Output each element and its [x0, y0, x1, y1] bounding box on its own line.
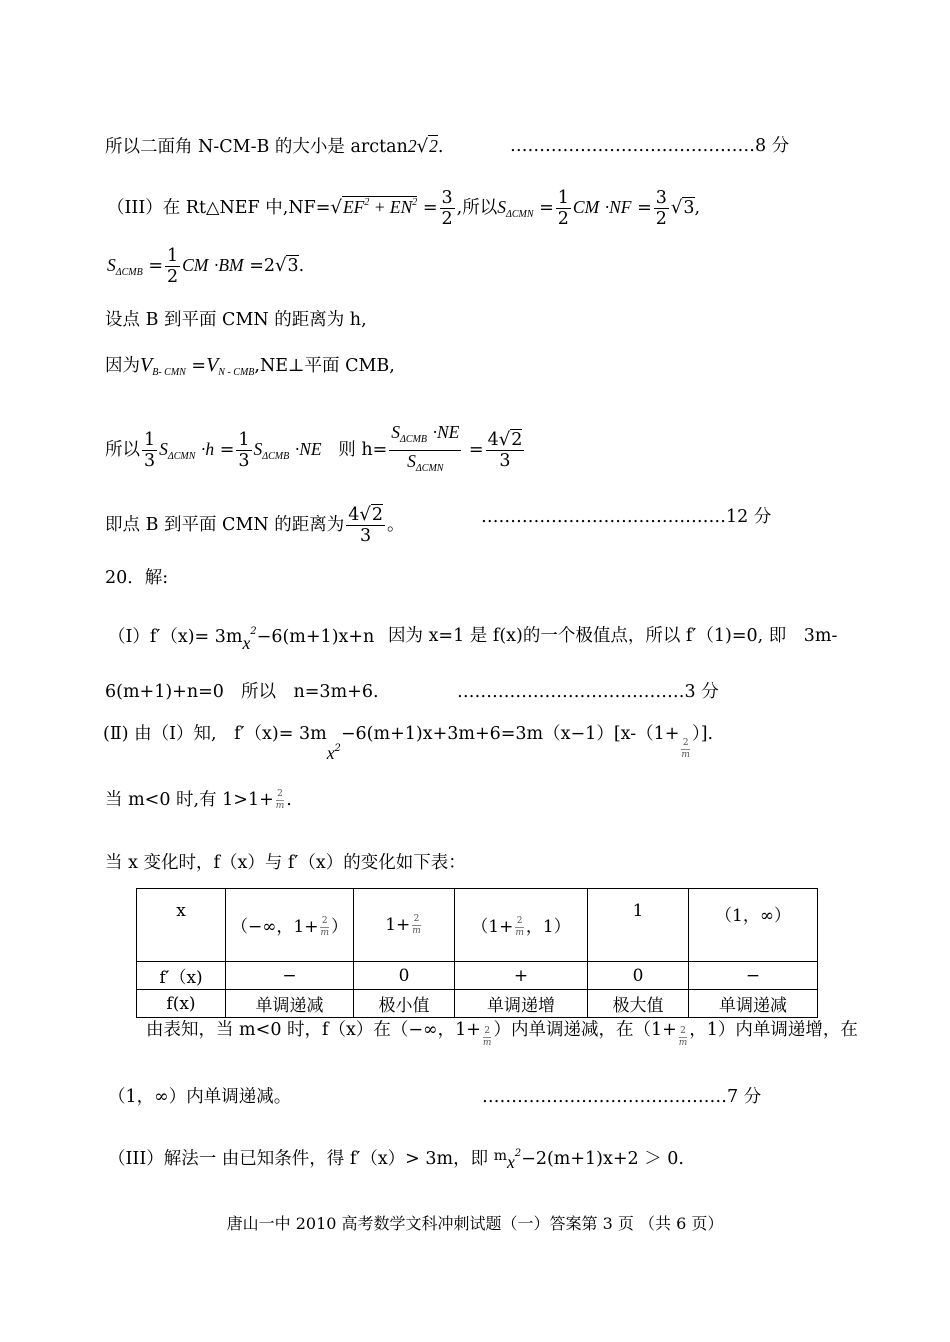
math-eq: = — [249, 256, 264, 276]
frac-den: m — [482, 1038, 492, 1048]
frac-den: 2 — [441, 209, 453, 229]
sqrt-sign: √ — [416, 136, 429, 157]
sqrt-sign: √ — [275, 255, 287, 276]
frac-num: 1 — [144, 430, 156, 450]
math-var: V — [206, 354, 219, 376]
math-eq: = — [468, 440, 484, 460]
text-line-9 — [108, 620, 374, 655]
math-var: S — [407, 451, 416, 471]
dots: ………………………………… — [457, 682, 685, 702]
text-line-13: 当 x 变化时，f（x）与 f′（x）的变化如下表： — [105, 853, 466, 873]
cell-text: ） — [331, 916, 348, 937]
dots: …………………………………… — [482, 1087, 727, 1107]
line-text: 因为 — [105, 356, 140, 376]
frac-num: 2 — [680, 1026, 686, 1036]
math-sub: ΔCMB — [262, 451, 290, 462]
text-line-3 — [107, 246, 304, 287]
math-exp: 2 — [364, 197, 370, 208]
table-cell: f(x) — [137, 990, 226, 1018]
frac-den: 3 — [144, 451, 156, 471]
math-var: x — [242, 633, 251, 653]
text-line-2 — [107, 188, 700, 229]
math-coef: 2 — [263, 256, 275, 276]
frac-den: m — [681, 750, 690, 760]
line-text: （I）f′（x)= 3m — [108, 627, 243, 647]
line-text: ）内单调递减，在（1+ — [493, 1020, 677, 1040]
fraction — [556, 188, 571, 229]
table-cell: − — [689, 962, 818, 990]
sqrt-radicand: 2 — [371, 505, 383, 525]
frac-num: 3 — [441, 188, 453, 208]
frac-num: 2 — [413, 913, 420, 924]
table-row — [137, 990, 818, 1018]
math-var: S — [253, 439, 263, 459]
page-footer: 唐山一中 2010 高考数学文科冲刺试题（一）答案第 3 页 （共 6 页） — [226, 1214, 724, 1233]
table-cell: 单调递减 — [689, 990, 818, 1018]
score-line-4 — [482, 1085, 761, 1109]
score-line-1 — [510, 134, 789, 158]
fraction — [236, 430, 251, 471]
line-text: . — [286, 790, 292, 810]
line-text: 由表知，当 m<0 时，f（x）在（−∞，1+ — [146, 1020, 481, 1040]
math-var: x — [507, 1152, 515, 1172]
line-text: −2(m+1)x+2 ＞ 0. — [521, 1149, 684, 1169]
table-cell: 极小值 — [354, 990, 455, 1018]
small-fraction — [412, 914, 421, 937]
frac-num: 1 — [557, 188, 569, 208]
line-end: . — [298, 256, 305, 276]
sqrt-sign: √ — [670, 197, 683, 218]
score-text: 8 分 — [755, 136, 790, 156]
text-line-12 — [105, 788, 292, 812]
table-row — [137, 889, 818, 962]
table-cell: （1，∞） — [689, 889, 818, 962]
sqrt-expression — [342, 196, 417, 217]
math-eq: = — [148, 256, 163, 276]
math-sub: ΔCMN — [415, 463, 444, 474]
text-line-14 — [146, 1018, 858, 1049]
table-cell: 0 — [588, 962, 689, 990]
text-line-6 — [105, 422, 526, 479]
score-line-2 — [481, 505, 771, 529]
math-var: EN — [389, 197, 413, 217]
cell-text: （−∞，1+ — [230, 916, 319, 937]
math-sub: ΔCMN — [505, 209, 534, 220]
math-var: ·BM — [213, 255, 244, 275]
frac-den: m — [678, 1038, 688, 1048]
table-cell — [226, 889, 354, 962]
cell-text: ，1） — [525, 916, 571, 937]
line-text: 则 h= — [338, 440, 388, 460]
frac-num: 3 — [655, 188, 667, 208]
frac-den: 2 — [166, 267, 179, 287]
cell-text: （1+ — [471, 916, 514, 937]
frac-den: 3 — [360, 526, 372, 546]
math-var: ·NF — [604, 197, 632, 217]
table-cell: 0 — [354, 962, 455, 990]
frac-num: 2 — [277, 789, 283, 799]
text-line-10: 6(m+1)+n=0 — [105, 682, 224, 702]
fraction — [389, 422, 461, 479]
math-sub: ΔCMN — [167, 451, 196, 462]
math-eq: = — [191, 356, 207, 376]
small-fraction — [681, 738, 690, 761]
dots: …………………………………… — [510, 136, 755, 156]
line-text: ，1）内单调递增，在 — [689, 1020, 858, 1040]
line-text: （III）解法一 由已知条件，得 f′（x）> 3m，即 — [108, 1149, 489, 1169]
line-text: ,NE⊥平面 CMB, — [254, 356, 395, 376]
score-text: 3 分 — [684, 682, 719, 702]
fraction — [346, 505, 385, 546]
line-text: （III）在 Rt△NEF 中,NF= — [107, 198, 331, 218]
text-line-15: （1，∞）内单调递减。 — [108, 1087, 292, 1107]
math-exp: 2 — [250, 626, 257, 637]
small-fraction — [276, 789, 285, 812]
math-eq: = — [637, 198, 652, 218]
frac-num — [389, 422, 461, 451]
sqrt-radicand: 2 — [511, 430, 523, 450]
math-eq: = — [539, 198, 554, 218]
text-line-1 — [105, 134, 443, 159]
frac-den: 2 — [655, 209, 667, 229]
small-fraction — [515, 916, 524, 939]
fraction — [165, 246, 180, 287]
score-line-3 — [457, 680, 719, 704]
math-coef: 4 — [487, 430, 499, 450]
table-cell — [455, 889, 588, 962]
math-sub: N - CMB — [218, 367, 255, 378]
frac-den: 3 — [238, 451, 250, 471]
frac-num: 2 — [682, 738, 689, 748]
frac-num: 1 — [166, 246, 179, 266]
frac-den: m — [275, 801, 285, 811]
frac-num: 2 — [321, 915, 328, 926]
sqrt-sign: √ — [330, 197, 342, 218]
variation-table — [136, 888, 818, 1018]
dots: …………………………………… — [481, 507, 726, 527]
math-sub: ΔCMB — [115, 267, 143, 278]
small-fraction — [679, 1026, 688, 1049]
fraction — [486, 430, 525, 471]
text-line-5 — [105, 353, 395, 385]
table-cell: + — [455, 962, 588, 990]
math-var: ·h — [201, 439, 215, 459]
sqrt-sign: √ — [498, 429, 511, 450]
line-text: 即点 B 到平面 CMN 的距离为 — [105, 515, 345, 535]
math-var: CM — [182, 255, 209, 275]
text-line-11 — [103, 722, 713, 765]
line-text: −6(m+1)x+n — [256, 627, 375, 647]
frac-num: 2 — [484, 1026, 491, 1036]
math-var: EF — [342, 197, 365, 217]
score-text: 7 分 — [727, 1087, 762, 1107]
math-var: S — [107, 255, 116, 275]
fraction — [654, 188, 669, 229]
line-text: 。 — [387, 515, 405, 535]
table-row — [137, 962, 818, 990]
math-var: ·NE — [432, 422, 460, 442]
math-exp: 2 — [334, 743, 341, 754]
small-fraction — [320, 916, 329, 939]
line-text: ,所以 — [456, 198, 498, 218]
table-cell: 单调递减 — [226, 990, 354, 1018]
table-cell: x — [137, 889, 226, 962]
table-cell: f′（x) — [137, 962, 226, 990]
frac-den: m — [320, 927, 329, 938]
fraction — [142, 430, 157, 471]
frac-num: 1 — [238, 430, 250, 450]
math-var: CM — [572, 197, 600, 217]
line-text: 当 m<0 时,有 1>1+ — [105, 790, 274, 810]
sqrt-radicand: 3 — [683, 198, 695, 218]
math-var: S — [391, 422, 401, 442]
math-var: x — [326, 743, 335, 763]
math-sub: ΔCMB — [400, 434, 428, 445]
table-cell: − — [226, 962, 354, 990]
math-eq: = — [422, 198, 438, 218]
frac-den: m — [412, 925, 421, 936]
text-line-16 — [108, 1142, 684, 1174]
line-text: 所以 — [105, 440, 140, 460]
table-cell: 极大值 — [588, 990, 689, 1018]
text-line-4: 设点 B 到平面 CMN 的距离为 h, — [105, 310, 367, 330]
table-cell: 1 — [588, 889, 689, 962]
math-exp: 2 — [514, 1148, 522, 1159]
score-text: 12 分 — [726, 507, 772, 527]
question-number: 20．解: — [105, 568, 169, 588]
fraction — [440, 188, 455, 229]
math-var: V — [140, 354, 153, 376]
table-cell: 单调递增 — [455, 990, 588, 1018]
frac-num: 2 — [516, 915, 523, 926]
frac-num — [486, 430, 525, 451]
math-sub: B- CMN — [152, 367, 186, 378]
cell-text: 1+ — [385, 914, 411, 935]
math-coef: 4 — [348, 505, 360, 525]
math-var: ·NE — [294, 439, 322, 459]
line-end: , — [694, 198, 701, 218]
math-var: S — [497, 197, 506, 217]
line-end: . — [437, 137, 444, 157]
math-var: m — [493, 1148, 507, 1164]
frac-den — [389, 451, 461, 479]
text-line-10b: 所以 n=3m+6. — [241, 682, 379, 702]
table-cell — [354, 889, 455, 962]
sqrt-radicand: 3 — [287, 256, 299, 276]
line-text: (Ⅱ) 由（I）知, f′（x)= 3m — [103, 724, 327, 744]
sqrt-sign: √ — [359, 504, 371, 525]
sqrt-radicand: 2 — [429, 136, 438, 156]
line-text: −6(m+1)x+3m+6=3m（x−1）[x-（1+ — [340, 724, 680, 744]
line-text: 所以二面角 N-CM-B 的大小是 arctan — [105, 137, 408, 157]
frac-den: 2 — [557, 209, 569, 229]
math-exp: 2 — [412, 197, 418, 208]
frac-den: m — [515, 927, 524, 938]
small-fraction — [483, 1026, 492, 1049]
text-line-7 — [105, 505, 405, 546]
math-eq: = — [214, 440, 235, 460]
math-var: S — [159, 439, 168, 459]
frac-den: 3 — [499, 451, 511, 471]
frac-num — [346, 505, 385, 526]
line-text: ）]. — [691, 724, 714, 744]
math-coef: 2 — [407, 136, 417, 156]
math-op: + — [369, 197, 390, 217]
text-line-9b: 因为 x=1 是 f(x)的一个极值点，所以 f′（1)=0, 即 3m- — [388, 626, 838, 646]
